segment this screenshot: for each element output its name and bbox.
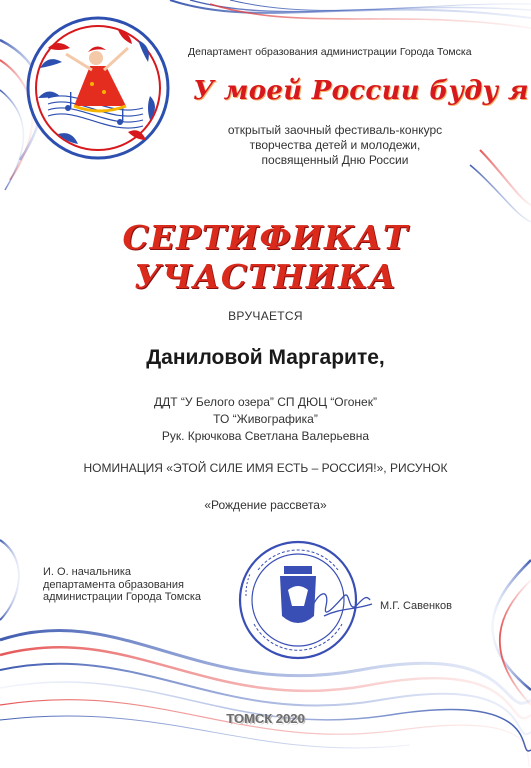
official-stamp xyxy=(240,542,356,658)
signer-position-line: И. О. начальника xyxy=(43,566,132,578)
handwritten-signature xyxy=(310,594,372,616)
nomination: НОМИНАЦИЯ «ЭТОЙ СИЛЕ ИМЯ ЕСТЬ – РОССИЯ!», РИСУНОК xyxy=(83,461,448,475)
organization-line: Рук. Крючкова Светлана Валерьевна xyxy=(161,429,370,443)
signer-position-line: департамента образования xyxy=(43,578,184,591)
recipient-name: Даниловой Маргарите, xyxy=(146,346,385,369)
organization-line: ТО “Живографика” xyxy=(213,412,318,426)
subtitle-line: открытый заочный фестиваль-конкурс xyxy=(227,123,443,137)
certificate-title: СЕРТИФИКАТ УЧАСТНИКА xyxy=(122,218,409,296)
festival-title: У моей России буду я xyxy=(193,76,529,106)
festival-logo-dancer xyxy=(28,18,168,158)
department-name: Департамент образования администрации Города Томска xyxy=(188,46,472,58)
organization-line: ДДТ “У Белого озера” СП ДЮЦ “Огонек” xyxy=(154,395,377,409)
signer-position xyxy=(43,566,201,604)
awarded-label: ВРУЧАЕТСЯ xyxy=(228,309,303,323)
signer-position-line: администрации Города Томска xyxy=(43,591,202,603)
subtitle-line: творчества детей и молодежи, xyxy=(249,138,421,152)
work-title: «Рождение рассвета» xyxy=(204,498,327,512)
top-wave-ornament xyxy=(170,0,531,28)
subtitle-line: посвященный Дню России xyxy=(261,153,409,167)
footer-place-year: ТОМСК 2020 xyxy=(226,711,305,726)
signer-name: М.Г. Савенков xyxy=(380,600,452,612)
